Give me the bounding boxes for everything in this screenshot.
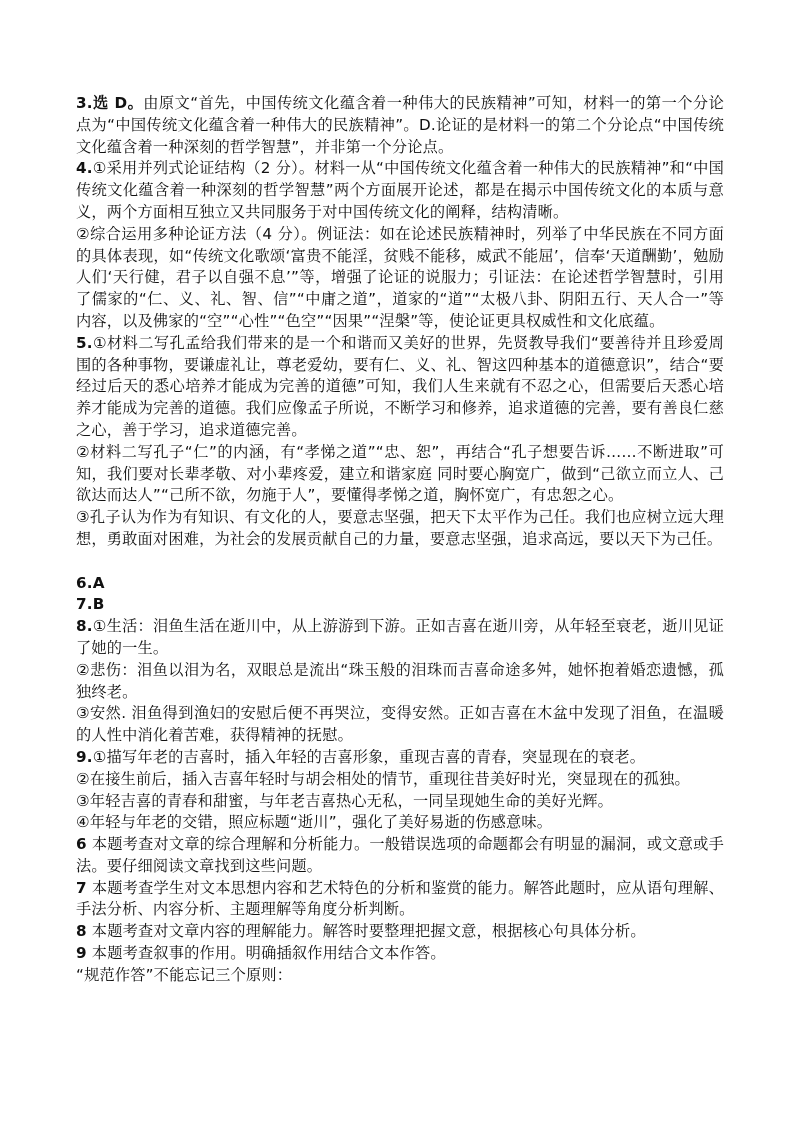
answer-9-part-1	[76, 747, 724, 769]
answer-text: ①生活：泪鱼生活在逝川中，从上游游到下游。正如吉喜在逝川旁，从年轻至衰老，逝川见证了她的一生。	[76, 617, 724, 657]
answer-5-part-1	[76, 333, 724, 442]
answer-text: ①采用并列式论证结构（2 分）。材料一从“中国传统文化蕴含着一种伟大的民族精神”和“中国传统文化蕴含着一种深刻的哲学智慧”两个方面展开论述，都是在揭示中国传统文化的本质与意义，两个方面相互独立又共同服务于对中国传统文化的阐释，结构清晰。	[76, 159, 724, 221]
question-number: 8.	[76, 617, 93, 636]
note-number: 8	[76, 922, 87, 941]
question-number: 4.	[76, 159, 93, 178]
note-8	[76, 921, 724, 943]
answer-5-part-2: ②材料二写孔子“仁”的内涵，有“孝悌之道”“忠、恕”，再结合“孔子想要告诉……不断进取”可知，我们要对长辈孝敬、对小辈疼爱，建立和谐家庭 同时要心胸宽广，做到“己欲立而立人、己欲达而达人”“己所不欲，勿施于人”，要懂得孝悌之道，胸怀宽广，有忠恕之心。	[76, 442, 724, 505]
answer-text: ①材料二写孔孟给我们带来的是一个和谐而又美好的世界，先贤教导我们“要善待并且珍爱周围的各种事物，要谦虚礼让，尊老爱幼，要有仁、义、礼、智这四种基本的道德意识”，结合“要经过后天的悉心培养才能成为完善的道德”可知，我们人生来就有不忍之心，但需要后天悉心培养才能成为完善的道德。我们应像孟子所说，不断学习和修养，追求道德的完善，要有善良仁慈之心，善于学习，追求道德完善。	[76, 333, 724, 439]
question-number: 5.	[76, 333, 93, 352]
note-principles: “规范作答”不能忘记三个原则：	[76, 965, 293, 984]
note-9	[76, 943, 724, 965]
note-text: 本题考查学生对文本思想内容和艺术特色的分析和鉴赏的能力。解答此题时，应从语句理解、手法分析、内容分析、主题理解等角度分析判断。	[76, 878, 724, 919]
note-number: 6	[76, 835, 87, 854]
answer-document	[76, 93, 724, 987]
note-number: 9	[76, 944, 87, 963]
answer-9-part-3: ③年轻吉喜的青春和甜蜜，与年老吉喜热心无私，一同呈现她生命的美好光辉。	[76, 791, 613, 810]
answer-5-part-3: ③孔子认为作为有知识、有文化的人，要意志坚强，把天下太平作为己任。我们也应树立远大理想，勇敢面对困难，为社会的发展贡献自己的力量，要意志坚强，追求高远，要以天下为己任。	[76, 508, 724, 548]
note-text: 本题考查对文章内容的理解能力。解答时要整理把握文意，根据核心句具体分析。	[86, 922, 646, 941]
question-number: 7.B	[76, 595, 105, 614]
answer-4-part-1	[76, 158, 724, 223]
answer-4-part-2: ②综合运用多种论证方法（4 分）。例证法：如在论述民族精神时，列举了中华民族在不同方面的具体表现，如“传统文化歌颂‘富贵不能淫，贫贱不能移，威武不能屈’，信奉‘天道酬勤’，勉励人们‘天行健，君子以自强不息’”等，增强了论证的说服力；引证法：在论述哲学智慧时，引用了儒家的“仁、义、礼、智、信”“中庸之道”，道家的“道”“太极八卦、阴阳五行、天人合一”等内容，以及佛家的“空”“心性”“色空”“因果”“涅槃”等，使论证更具权威性和文化底蕴。	[76, 224, 724, 330]
question-number: 9.	[76, 747, 93, 766]
answer-9-part-4: ④年轻与年老的交错，照应标题“逝川”，强化了美好易逝的伤感意味。	[76, 813, 553, 832]
answer-8-part-3: ③安然. 泪鱼得到渔妇的安慰后便不再哭泣，变得安然。正如吉喜在木盆中发现了泪鱼，在温暖的人性中消化着苦难，获得精神的抚慰。	[76, 704, 724, 745]
question-number: 6.A	[76, 573, 105, 592]
note-text: 本题考查叙事的作用。明确插叙作用结合文本作答。	[86, 944, 446, 963]
answer-8-part-2: ②悲伤：泪鱼以泪为名，双眼总是流出“珠玉般的泪珠而吉喜命途多舛，她怀抱着婚恋遗憾，孤独终老。	[76, 660, 724, 701]
question-number: 3.选 D。	[76, 94, 144, 112]
answer-3	[76, 93, 724, 158]
answer-6	[76, 573, 724, 595]
answer-text: 由原文“首先，中国传统文化蕴含着一种伟大的民族精神”可知，材料一的第一个分论点为“中国传统文化蕴含着一种伟大的民族精神”。D.论证的是材料一的第二个分论点“中国传统文化蕴含着一种深刻的哲学智慧”，并非第一个分论点。	[76, 94, 724, 156]
answer-text: ①描写年老的吉喜时，插入年轻的吉喜形象，重现吉喜的青春，突显现在的衰老。	[92, 747, 646, 766]
answer-9-part-2: ②在接生前后，插入吉喜年轻时与胡会相处的情节，重现往昔美好时光，突显现在的孤独。	[76, 769, 690, 788]
answer-7	[76, 594, 724, 616]
note-7	[76, 878, 724, 922]
note-number: 7	[76, 878, 87, 897]
spacer	[76, 551, 724, 573]
note-text: 本题考查对文章的综合理解和分析能力。一般错误选项的命题都会有明显的漏洞，或文意或手法。要仔细阅读文章找到这些问题。	[76, 835, 724, 875]
note-6	[76, 834, 724, 878]
answer-8-part-1	[76, 616, 724, 660]
